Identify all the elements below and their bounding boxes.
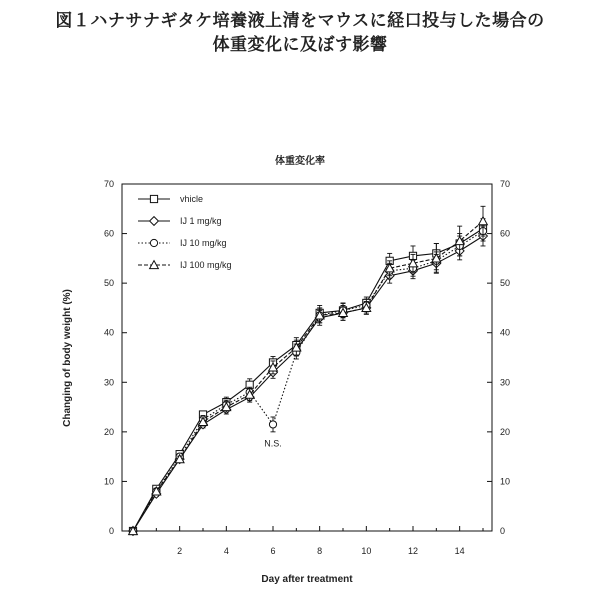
y-tick-label-left: 40	[103, 327, 114, 338]
figure-title-line2: 体重変化に及ぼす影響	[212, 35, 388, 55]
y-tick-label-right: 20	[500, 426, 511, 437]
legend-label: IJ 1 mg/kg	[180, 216, 222, 226]
data-point	[269, 421, 276, 428]
y-tick-label-right: 50	[500, 278, 511, 289]
legend-label: IJ 100 mg/kg	[180, 260, 232, 270]
plot-frame	[122, 184, 492, 531]
y-axis-label: Changing of body weight (%)	[62, 289, 73, 427]
annotation-ns: N.S.	[264, 438, 282, 449]
y-tick-label-left: 0	[108, 526, 114, 536]
legend-label: IJ 10 mg/kg	[180, 238, 227, 248]
y-tick-label-right: 40	[500, 327, 511, 338]
y-tick-label-left: 30	[103, 377, 114, 388]
legend-label: vhicle	[180, 194, 204, 204]
x-tick-label: 4	[223, 546, 229, 556]
series-line	[133, 231, 483, 531]
data-point	[479, 217, 488, 225]
figure-title-line1: 図１ハナサナギタケ培養液上清をマウスに経口投与した場合の	[55, 11, 545, 31]
y-tick-label-left: 50	[103, 278, 114, 289]
y-tick-label-right: 0	[500, 526, 506, 536]
x-tick-label: 6	[270, 546, 276, 556]
x-tick-label: 2	[177, 546, 183, 556]
legend-marker	[150, 195, 157, 202]
chart-title: 体重変化率	[275, 156, 325, 167]
legend	[138, 194, 232, 270]
y-tick-label-left: 70	[103, 179, 114, 189]
axes	[104, 179, 510, 556]
series-line	[133, 229, 483, 531]
y-tick-label-right: 30	[500, 377, 511, 388]
x-tick-label: 8	[317, 546, 323, 556]
x-tick-label: 14	[454, 546, 465, 556]
y-tick-label-right: 60	[500, 228, 511, 239]
series-1	[129, 226, 488, 535]
legend-marker	[150, 217, 159, 226]
y-tick-label-right: 70	[500, 179, 511, 189]
series-line	[133, 236, 483, 531]
x-tick-label: 12	[407, 546, 419, 556]
x-axis-label: Day after treatment	[261, 574, 353, 585]
y-tick-label-left: 10	[103, 476, 114, 487]
y-tick-label-left: 60	[103, 228, 114, 239]
x-tick-label: 10	[361, 546, 372, 556]
y-tick-label-left: 20	[103, 426, 114, 437]
legend-marker	[150, 239, 157, 246]
series-layer	[129, 206, 488, 535]
y-tick-label-right: 10	[500, 476, 511, 487]
